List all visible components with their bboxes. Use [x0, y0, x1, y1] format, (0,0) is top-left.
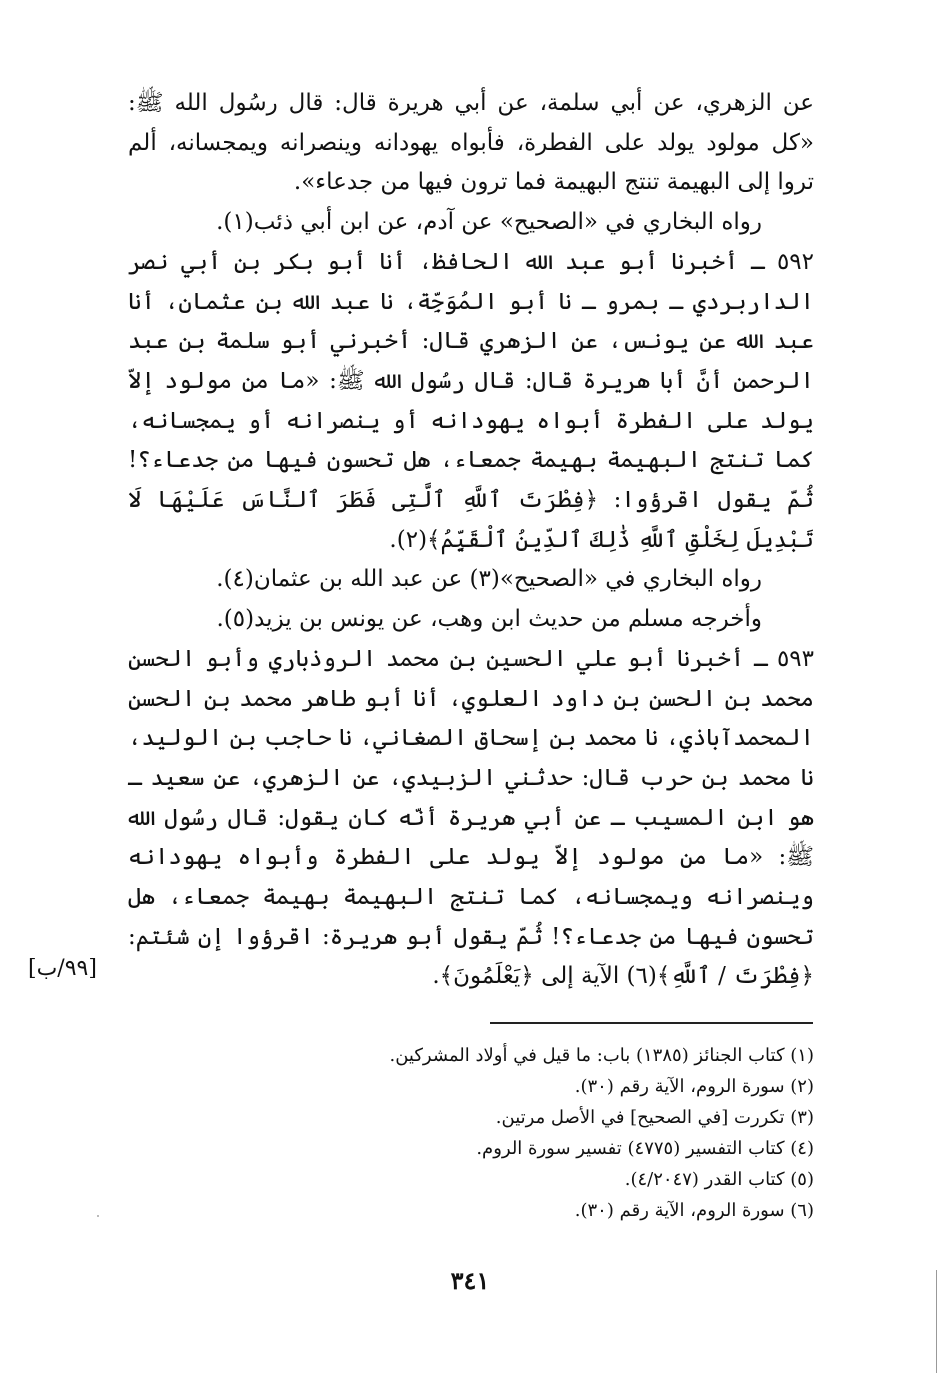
- footnote-item: (١) كتاب الجنائز (١٣٨٥) باب: ما قيل في أولاد المشركين.: [389, 1045, 814, 1066]
- footnote-item: (٥) كتاب القدر (٤/٢٠٤٧).: [624, 1169, 814, 1190]
- paragraph-hadith-591-end: عن الزهري، عن أبي سلمة، عن أبي هريرة قال: قال رسُول الله ﷺ: «كل مولود يولد على الفطرة، فأبواه يهودانه وينصرانه ويمجسانه، ألم تروا إلى البهيمة تنتج البهيمة فما ترون فيها من جدعاء».: [128, 90, 814, 196]
- paragraph-muslim-note: وأخرجه مسلم من حديث ابن وهب، عن يونس بن يزيد(٥).: [216, 606, 762, 633]
- footnote-item: (٢) سورة الروم، الآية رقم (٣٠).: [574, 1076, 814, 1097]
- footnote-item: (٤) كتاب التفسير (٤٧٧٥) تفسير سورة الروم.: [476, 1138, 814, 1159]
- main-text: [128, 84, 814, 997]
- page-edge-line: [936, 1270, 937, 1373]
- paragraph-bukhari-note-2: رواه البخاري في «الصحيح»(٣) عن عبد الله بن عثمان(٤).: [216, 566, 762, 593]
- paragraph-hadith-593: ٥٩٣ ـ أخبرنا أبو علي الحسين بن محمد الروذباري وأبو الحسن محمد بن الحسن بن داود العلوي، أنا أبو طاهر محمد بن الحسن المحمدآباذي، نا محمد بن إسحاق الصغاني، نا حاجب بن الوليد، نا محمد بن حرب قال: حدثني الزبيدي، عن الزهري، عن سعيد ـ هو ابن المسيب ـ عن أبي هريرة أنّه كان يقول: قال رسُول الله ﷺ: «ما من مولود إلاّ يولد على الفطرة وأبواه يهودانه وينصرانه ويمجسانه، كما تنتج البهيمة بهيمة جمعاء، هل تحسون فيها من جدعاء؟! ثُمّ يقول أبو هريرة: اقرؤوا إن شئتم: ﴿فِطْرَتَ / ٱللَّهِ﴾(٦) الآية إلى ﴿يَعْلَمُونَ﴾.: [128, 645, 814, 990]
- scan-speck: [97, 1215, 99, 1217]
- footnote-divider: [490, 1022, 813, 1024]
- paragraph-bukhari-note-1: رواه البخاري في «الصحيح» عن آدم، عن ابن أبي ذئب(١).: [216, 209, 762, 236]
- footnotes-list: [128, 1040, 814, 1226]
- footnote-item: (٦) سورة الروم، الآية رقم (٣٠).: [574, 1200, 814, 1221]
- footnote-item: (٣) تكررت [في الصحيح] في الأصل مرتين.: [495, 1107, 814, 1128]
- page-number: ٣٤١: [450, 1266, 490, 1295]
- manuscript-folio-marker: [٩٩/ب]: [28, 956, 97, 981]
- paragraph-hadith-592: ٥٩٢ ـ أخبرنا أبو عبد الله الحافظ، أنا أبو بكر بن أبي نصر الداربردي ـ بمرو ـ نا أبو المُوَجِّة، نا عبد الله بن عثمان، أنا عبد الله عن يونس، عن الزهري قال: أخبرني أبو سلمة بن عبد الرحمن أنَّ أبا هريرة قال: قال رسُول الله ﷺ: «ما من مولود إلاّ يولد على الفطرة أبواه يهودانه أو ينصرانه أو يمجسانه، كما تنتج البهيمة بهيمة جمعاء، هل تحسون فيها من جدعاء؟! ثُمّ يقول اقرؤوا: ﴿فِطْرَتَ ٱللَّهِ ٱلَّتِى فَطَرَ ٱلنَّاسَ عَلَيْهَا لَا تَبْدِيلَ لِخَلْقِ ٱللَّهِ ذَٰلِكَ ٱلدِّينُ ٱلْقَيِّمُ﴾(٢).: [128, 248, 814, 553]
